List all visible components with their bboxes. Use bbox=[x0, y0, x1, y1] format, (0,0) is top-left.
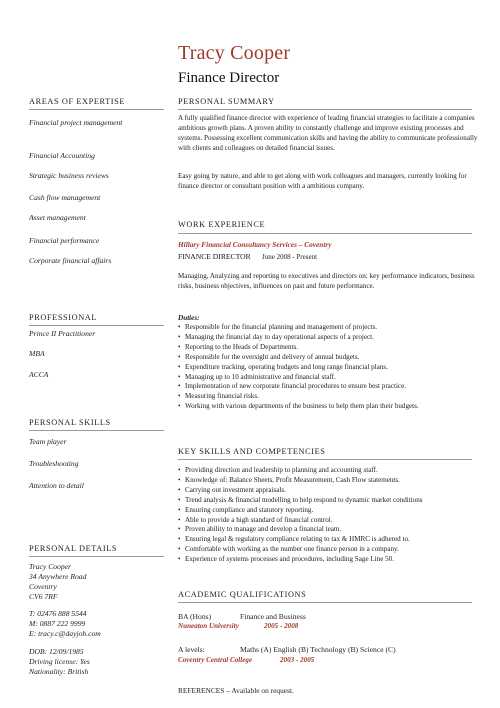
nationality-line: Nationality: British bbox=[29, 667, 89, 676]
degree-label: BA (Hons) bbox=[178, 612, 212, 621]
skills-heading: PERSONAL SKILLS bbox=[29, 418, 111, 427]
summary-paragraph: Easy going by nature, and able to get along with work colleagues and managers, currently looking for finance director or consultant position with a ambitious company. bbox=[178, 172, 467, 190]
qualifications-heading: ACADEMIC QUALIFICATIONS bbox=[178, 590, 307, 599]
summary-heading: PERSONAL SUMMARY bbox=[178, 97, 275, 106]
skill-item: Troubleshooting bbox=[29, 459, 79, 468]
address-line: 34 Anywhere Road bbox=[29, 572, 87, 581]
professional-rule bbox=[29, 325, 164, 326]
professional-heading: PROFESSIONAL bbox=[29, 313, 98, 322]
phone-line: T: 02476 888 5544 bbox=[29, 609, 87, 618]
candidate-name: Tracy Cooper bbox=[178, 42, 291, 64]
expertise-heading: AREAS OF EXPERTISE bbox=[29, 97, 126, 106]
expertise-rule bbox=[29, 109, 164, 110]
experience-heading: WORK EXPERIENCE bbox=[178, 220, 266, 229]
college-years: 2003 - 2005 bbox=[280, 656, 315, 664]
key-skill-item: • Knowledge of: Balance Sheets, Profit Measurement, Cash Flow statements. bbox=[178, 476, 478, 486]
details-heading: PERSONAL DETAILS bbox=[29, 544, 118, 553]
email-line[interactable]: E: tracy.c@dayjob.com bbox=[29, 629, 101, 638]
expertise-item: Financial project management bbox=[29, 118, 123, 127]
dob-line: DOB: 12/09/1985 bbox=[29, 647, 84, 656]
college-name: Coventry Central College bbox=[178, 656, 253, 664]
experience-rule bbox=[178, 233, 472, 234]
duty-item: • Expenditure tracking, operating budgets and long range financial plans. bbox=[178, 363, 478, 373]
degree-subject: Finance and Business bbox=[240, 612, 306, 621]
skill-item: Attention to detail bbox=[29, 481, 84, 490]
alevels-label: A levels: bbox=[178, 645, 205, 654]
duty-item: • Managing up to 10 administrative and financial staff. bbox=[178, 373, 478, 383]
employer-name: Hillary Financial Consultancy Services – Coventry bbox=[178, 240, 332, 249]
key-skill-item: • Comfortable with working as the number one finance person in a company. bbox=[178, 545, 478, 555]
university-years: 2005 - 2008 bbox=[264, 622, 299, 630]
qualifications-rule bbox=[178, 602, 472, 603]
professional-item: Prince II Practitioner bbox=[29, 329, 96, 338]
key-skills-heading: KEY SKILLS AND COMPETENCIES bbox=[178, 447, 326, 456]
professional-item: ACCA bbox=[29, 370, 49, 379]
duty-item: • Measuring financial risks. bbox=[178, 392, 478, 402]
references-line: REFERENCES – Available on request. bbox=[178, 686, 294, 695]
key-skill-item: • Ensuring compliance and statutory reporting. bbox=[178, 506, 478, 516]
key-skill-item: • Ensuring legal & regulatory compliance relating to tax & HMRC is adhered to. bbox=[178, 535, 478, 545]
duty-item: • Managing the financial day to day operational aspects of a project. bbox=[178, 333, 478, 343]
address-line: CV6 7RF bbox=[29, 592, 58, 601]
expertise-item: Cash flow management bbox=[29, 193, 101, 202]
key-skill-item: • Trend analysis & financial modelling to help respond to dynamic market conditions bbox=[178, 496, 478, 506]
duty-item: • Implementation of new corporate financial procedures to ensure best practice. bbox=[178, 382, 478, 392]
key-skill-item: • Providing direction and leadership to planning and accounting staff. bbox=[178, 466, 478, 476]
duty-item: • Responsible for the financial planning and management of projects. bbox=[178, 323, 478, 333]
duties-label: Duties: bbox=[178, 314, 200, 322]
expertise-item: Asset management bbox=[29, 213, 86, 222]
candidate-title: Finance Director bbox=[178, 70, 280, 86]
expertise-item: Strategic business reviews bbox=[29, 171, 109, 180]
license-line: Driving license: Yes bbox=[29, 657, 90, 666]
expertise-item: Financial performance bbox=[29, 236, 100, 245]
expertise-item: Corporate financial affairs bbox=[29, 256, 112, 265]
professional-item: MBA bbox=[29, 349, 45, 358]
key-skill-item: • Proven ability to manage and develop a financial team. bbox=[178, 525, 478, 535]
duty-item: • Reporting to the Heads of Departments. bbox=[178, 343, 478, 353]
job-dates: June 2008 - Present bbox=[262, 253, 318, 261]
key-skills-rule bbox=[178, 459, 472, 460]
mobile-line: M: 0887 222 9999 bbox=[29, 619, 86, 628]
address-line: Tracy Cooper bbox=[29, 562, 71, 571]
summary-rule bbox=[178, 109, 472, 110]
alevels-subjects: Maths (A) English (B) Technology (B) Science (C) bbox=[240, 645, 396, 654]
duty-item: • Responsible for the oversight and delivery of annual budgets. bbox=[178, 353, 478, 363]
key-skills-list bbox=[178, 466, 478, 565]
skills-rule bbox=[29, 430, 164, 431]
details-rule bbox=[29, 556, 164, 557]
job-role: FINANCE DIRECTOR bbox=[178, 252, 251, 261]
address-line: Coventry bbox=[29, 582, 57, 591]
key-skill-item: • Carrying out investment appraisals. bbox=[178, 486, 478, 496]
key-skill-item: • Able to provide a high standard of financial control. bbox=[178, 516, 478, 526]
expertise-item: Financial Accounting bbox=[29, 151, 95, 160]
university-name: Nuneaton University bbox=[178, 622, 239, 630]
key-skill-item: • Experience of systems processes and procedures, including Sage Line 50. bbox=[178, 555, 478, 565]
duty-item: • Working with various departments of the business to help them plan their budgets. bbox=[178, 402, 478, 412]
skill-item: Team player bbox=[29, 437, 67, 446]
duties-list bbox=[178, 323, 478, 412]
summary-paragraph: A fully qualified finance director with experience of leading financial strategies to facilitate a companies ambitious growth plans. A proven ability to constantly challenge and improve existing processes and systems. Possessing excellent communication skills and having the ability to communicate professionally with clients and colleagues on detailed financial issues. bbox=[178, 114, 478, 152]
job-description: Managing, Analyzing and reporting to executives and directors on: key performance indicators, business risks, business objectives, influences on past and future performance. bbox=[178, 272, 475, 290]
